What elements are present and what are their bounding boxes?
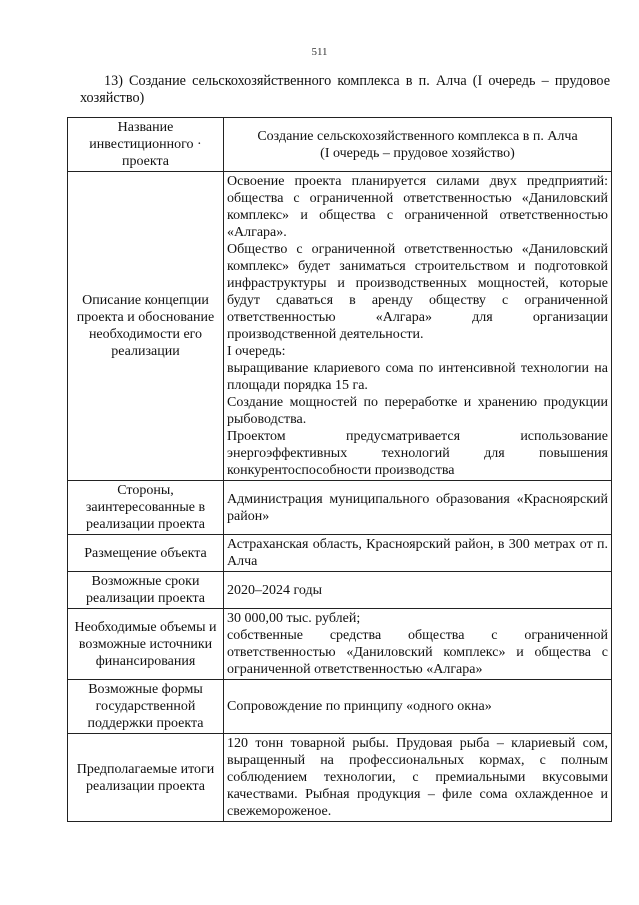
table-row-stakeholders bbox=[68, 481, 612, 535]
row-label: Предполагаемые итоги реализации проекта bbox=[68, 734, 224, 822]
row-label: Размещение объекта bbox=[68, 535, 224, 572]
row-value bbox=[224, 172, 612, 481]
row-value bbox=[224, 535, 612, 572]
value-paragraph: Сопровождение по принципу «одного окна» bbox=[227, 699, 492, 714]
value-paragraph: собственные средства общества с ограниченной ответственностью «Даниловский комплекс» и общества с ограниченной ответственностью «Алгара» bbox=[227, 628, 608, 677]
table-row-expected-results bbox=[68, 734, 612, 822]
table-row-location bbox=[68, 535, 612, 572]
table-row-timeline bbox=[68, 572, 612, 609]
row-value bbox=[224, 680, 612, 734]
row-label: Стороны, заинтересованные в реализации проекта bbox=[68, 481, 224, 535]
value-paragraph: 120 тонн товарной рыбы. Прудовая рыба – клариевый сом, выращенный на профессиональных кормах, с полным соблюдением технологии, с премиальными вкусовыми качествами. Рыбная продукция – филе сома охлажденное и свежемороженое. bbox=[227, 736, 608, 819]
table-row-concept bbox=[68, 172, 612, 481]
row-label: Описание концепции проекта и обоснование необходимости его реализации bbox=[68, 172, 224, 481]
value-paragraph: Освоение проекта планируется силами двух предприятий: общества с ограниченной ответственностью «Даниловский комплекс» и общества с ограниченной ответственностью «Алгара». bbox=[227, 174, 608, 240]
row-label: Название инвестиционного · проекта bbox=[68, 118, 224, 172]
value-paragraph: Администрация муниципального образования «Красноярский район» bbox=[227, 491, 608, 524]
value-paragraph: I очередь: bbox=[227, 344, 286, 359]
row-value bbox=[224, 481, 612, 535]
row-value bbox=[224, 734, 612, 822]
project-passport-table bbox=[67, 117, 612, 822]
value-paragraph: Создание мощностей по переработке и хранению продукции рыбоводства. bbox=[227, 395, 608, 427]
value-paragraph: выращивание клариевого сома по интенсивной технологии на площади порядка 15 га. bbox=[227, 361, 608, 393]
row-label: Необходимые объемы и возможные источники финансирования bbox=[68, 609, 224, 680]
table-row-state-support bbox=[68, 680, 612, 734]
value-paragraph: Создание сельскохозяйственного комплекса в п. Алча (I очередь – прудовое хозяйство) bbox=[257, 128, 578, 161]
value-paragraph: 30 000,00 тыс. рублей; bbox=[227, 611, 361, 626]
value-paragraph: Общество с ограниченной ответственностью «Даниловский комплекс» будет заниматься строительством и подготовкой инфраструктуры и производственных мощностей, которые будут сдаваться в аренду обществу с ограниченной ответственностью «Алгара» для организации производственной деятельности. bbox=[227, 242, 608, 342]
row-value bbox=[224, 572, 612, 609]
row-value bbox=[224, 118, 612, 172]
row-value bbox=[224, 609, 612, 680]
section-heading: 13) Создание сельскохозяйственного комплекса в п. Алча (I очередь – прудовое хозяйство) bbox=[80, 73, 610, 106]
table-row-financing bbox=[68, 609, 612, 680]
value-paragraph: Астраханская область, Красноярский район, в 300 метрах от п. Алча bbox=[227, 537, 608, 569]
value-paragraph: Проектом предусматривается использование энергоэффективных технологий для повышения конкурентоспособности производства bbox=[227, 429, 608, 478]
table-row-project-name bbox=[68, 118, 612, 172]
page-number: 511 bbox=[311, 46, 328, 58]
row-label: Возможные сроки реализации проекта bbox=[68, 572, 224, 609]
value-paragraph: 2020–2024 годы bbox=[227, 582, 323, 598]
row-label: Возможные формы государственной поддержки проекта bbox=[68, 680, 224, 734]
